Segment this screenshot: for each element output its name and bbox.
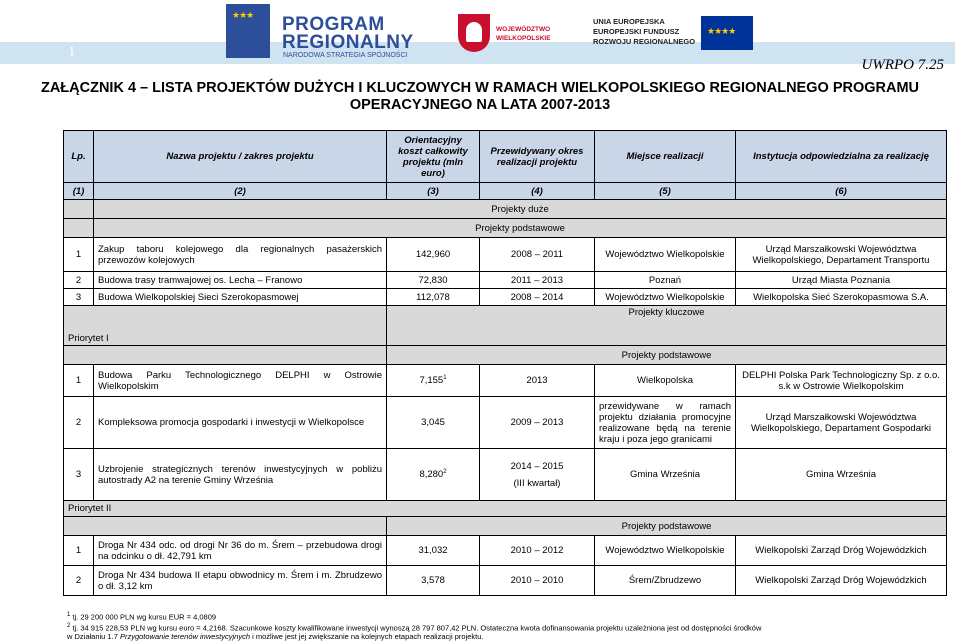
table-row: [64, 397, 947, 449]
project-name: Droga Nr 434 budowa II etapu obwodnicy m. Śrem i m. Zbrudzewo o dł. 3,12 km: [94, 566, 387, 596]
project-place: Śrem/Zbrudzewo: [595, 566, 736, 596]
section-basic-projects: Projekty podstawowe: [387, 517, 947, 536]
table-row: [64, 566, 947, 596]
project-place: Województwo Wielkopolskie: [595, 289, 736, 306]
eu-logo-line1: UNIA EUROPEJSKA: [593, 17, 665, 26]
project-name: Kompleksowa promocja gospodarki i inwestycji w Wielkopolsce: [94, 397, 387, 449]
project-cost: 142,960: [387, 238, 480, 272]
project-name: Budowa Wielkopolskiej Sieci Szerokopasmowej: [94, 289, 387, 306]
column-number: (2): [94, 183, 387, 200]
row-number: 3: [64, 289, 94, 306]
wkp-logo-line1: WOJEWÓDZTWO: [496, 26, 551, 33]
project-cost: 72,830: [387, 272, 480, 289]
table-row: [64, 238, 947, 272]
project-name: Budowa Parku Technologicznego DELPHI w Ostrowie Wielkopolskim: [94, 365, 387, 397]
project-period: 2014 – 2015 (III kwartał): [480, 449, 595, 501]
page-number: 1: [68, 44, 76, 60]
project-institution: Gmina Września: [736, 449, 947, 501]
project-cost: 31,032: [387, 536, 480, 566]
row-number: 3: [64, 449, 94, 501]
title-line-1: ZAŁĄCZNIK 4 – LISTA PROJEKTÓW DUŻYCH I KLUCZOWYCH W RAMACH WIELKOPOLSKIEGO REGIONALNEGO PROGRAMU: [40, 80, 920, 96]
project-name: Budowa trasy tramwajowej os. Lecha – Franowo: [94, 272, 387, 289]
priority-label: Priorytet I: [64, 306, 387, 346]
row-number: 1: [64, 536, 94, 566]
project-cost: 7,155$^1$: [387, 365, 480, 397]
table-row: [64, 449, 947, 501]
project-institution: Wielkopolska Sieć Szerokopasmowa S.A.: [736, 289, 947, 306]
section-row: [64, 219, 947, 238]
project-period: 2010 – 2012: [480, 536, 595, 566]
section-row: [64, 517, 947, 536]
column-number: (1): [64, 183, 94, 200]
section-basic-projects: Projekty podstawowe: [94, 219, 947, 238]
project-name: Uzbrojenie strategicznych terenów inwestycyjnych w pobliżu autostrady A2 na terenie Gminy Września: [94, 449, 387, 501]
project-institution: Wielkopolski Zarząd Dróg Wojewódzkich: [736, 536, 947, 566]
table-row: [64, 365, 947, 397]
section-row: [64, 501, 947, 517]
footnote-marker: 1: [443, 374, 447, 381]
project-name: Zakup taboru kolejowego dla regionalnych pasażerskich przewozów kolejowych: [94, 238, 387, 272]
footnote-marker: 2: [443, 468, 447, 475]
section-row: [64, 306, 947, 346]
project-place: przewidywane w ramach projektu działania promocyjne realizowane będą na terenie kraju i poza jego granicami: [595, 397, 736, 449]
footnote-2-continued: w Działaniu 1.7 Przygotowanie terenów inwestycyjnych i możliwe jest jej zwiększanie na kolejnych etapach realizacji projektu.: [67, 632, 484, 641]
project-institution: Wielkopolski Zarząd Dróg Wojewódzkich: [736, 566, 947, 596]
project-cost: 112,078: [387, 289, 480, 306]
eu-logo: [593, 14, 763, 54]
project-institution: Urząd Miasta Poznania: [736, 272, 947, 289]
project-name: Droga Nr 434 odc. od drogi Nr 36 do m. Śrem – przebudowa drogi na odcinku o dł. 42,791 km: [94, 536, 387, 566]
column-header: Nazwa projektu / zakres projektu: [94, 131, 387, 183]
row-number: 2: [64, 397, 94, 449]
project-period: 2011 – 2013: [480, 272, 595, 289]
footnotes: [67, 611, 947, 641]
priority-label: Priorytet II: [64, 501, 947, 517]
table-header-row: [64, 131, 947, 183]
section-row: [64, 200, 947, 219]
title-line-2: OPERACYJNEGO NA LATA 2007-2013: [349, 97, 611, 113]
eu-logo-line2: EUROPEJSKI FUNDUSZ: [593, 27, 680, 36]
row-number: 2: [64, 566, 94, 596]
project-cost: 8,280$^2$: [387, 449, 480, 501]
project-cost: 3,578: [387, 566, 480, 596]
section-large-projects: Projekty duże: [94, 200, 947, 219]
table-row: [64, 536, 947, 566]
column-number-row: [64, 183, 947, 200]
star-icon: ★★★★: [707, 26, 736, 36]
project-period: 2010 – 2010: [480, 566, 595, 596]
footnote-1: $^1$ tj. 29 200 000 PLN wg kursu EUR = 4,0809: [67, 612, 217, 622]
column-header: Lp.: [64, 131, 94, 183]
project-cost: 3,045: [387, 397, 480, 449]
project-period: 2013: [480, 365, 595, 397]
section-key-projects: Projekty kluczowe: [387, 306, 947, 346]
section-row: [64, 346, 947, 365]
table-row: [64, 289, 947, 306]
row-number: 2: [64, 272, 94, 289]
project-place: Gmina Września: [595, 449, 736, 501]
eagle-icon: [466, 22, 482, 42]
wielkopolskie-logo: [458, 14, 568, 54]
program-regionalny-logo: [226, 4, 421, 60]
project-place: Poznań: [595, 272, 736, 289]
project-place: Wielkopolska: [595, 365, 736, 397]
project-period: 2008 – 2011: [480, 238, 595, 272]
project-period: 2009 – 2013: [480, 397, 595, 449]
project-place: Województwo Wielkopolskie: [595, 238, 736, 272]
project-place: Województwo Wielkopolskie: [595, 536, 736, 566]
column-number: (5): [595, 183, 736, 200]
column-number: (3): [387, 183, 480, 200]
eu-logo-line3: ROZWOJU REGIONALNEGO: [593, 37, 696, 46]
column-header: Przewidywany okres realizacji projektu: [480, 131, 595, 183]
page-title: [20, 80, 940, 114]
section-basic-projects: Projekty podstawowe: [387, 346, 947, 365]
column-header: Instytucja odpowiedzialna za realizację: [736, 131, 947, 183]
footnote-2: $^2$ tj. 34 915 228,53 PLN wg kursu euro = 4,2168. Szacunkowe koszty kwalifikowane inwestycji wynoszą 28 797 807,42 PLN. Ostateczna kwota dofinansowania projektu uzależniona jest od dostępności środków: [67, 622, 762, 632]
program-logo-line3: NARODOWA STRATEGIA SPÓJNOŚCI: [283, 52, 408, 59]
row-number: 1: [64, 365, 94, 397]
table-row: [64, 272, 947, 289]
wkp-logo-line2: WIELKOPOLSKIE: [496, 35, 551, 42]
project-institution: Urząd Marszałkowski Województwa Wielkopolskiego, Departament Gospodarki: [736, 397, 947, 449]
row-number: 1: [64, 238, 94, 272]
project-institution: Urząd Marszałkowski Województwa Wielkopolskiego, Departament Transportu: [736, 238, 947, 272]
program-logo-line2: REGIONALNY: [282, 32, 414, 53]
document-code: UWRPO 7.25: [861, 57, 944, 73]
column-number: (6): [736, 183, 947, 200]
column-header: Miejsce realizacji: [595, 131, 736, 183]
column-header: Orientacyjny koszt całkowity projektu (mln euro): [387, 131, 480, 183]
program-logo-line1: PROGRAM: [282, 14, 385, 35]
star-icon: ★★★: [232, 10, 254, 20]
projects-table: [63, 130, 947, 596]
project-institution: DELPHI Polska Park Technologiczny Sp. z o.o. s.k w Ostrowie Wielkopolskim: [736, 365, 947, 397]
column-number: (4): [480, 183, 595, 200]
logos-header: [0, 0, 960, 60]
project-period: 2008 – 2014: [480, 289, 595, 306]
